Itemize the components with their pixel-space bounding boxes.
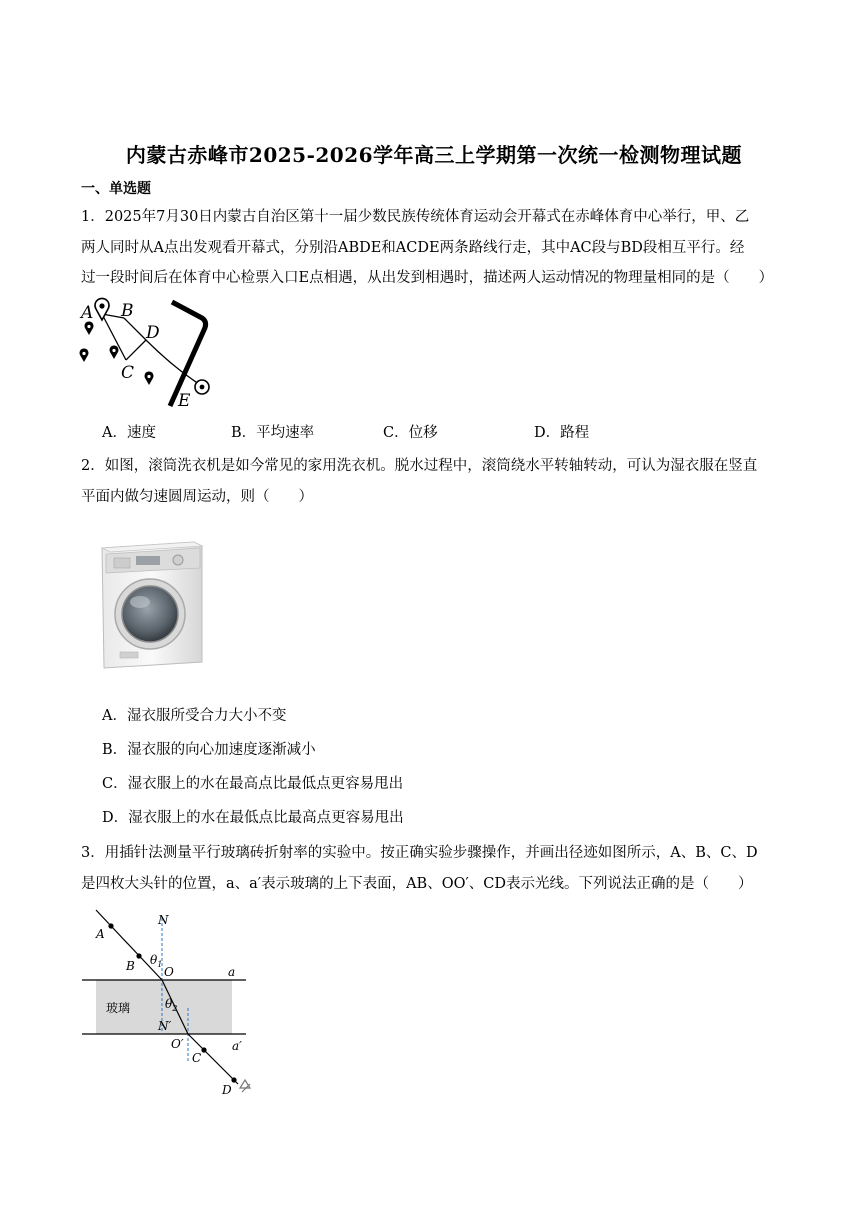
map-pin-icon [80,348,89,362]
map-pin-icon [85,321,94,335]
pin-d [231,1077,236,1082]
pin-c [201,1047,206,1052]
page-title: 内蒙古赤峰市2025-2026学年高三上学期第一次统一检测物理试题 [125,143,743,167]
option-d: D．路程 [534,425,590,441]
label-b-pin: B [126,959,135,973]
label-glass: 玻璃 [106,1001,131,1015]
option-c: C．位移 [383,425,438,441]
question-1-line: 两人同时从A点出发观看开幕式，分别沿ABDE和ACDE两条路线行走，其中AC段与BD段相互平行。经 [81,239,745,256]
pin-b [136,953,141,958]
label-n: N [158,913,169,927]
point-label-c: C [121,363,135,383]
question-1-line: 1．2025年7月30日内蒙古自治区第十一届少数民族传统体育运动会开幕式在赤峰体育中心举行，甲、乙 [81,209,750,225]
map-pin-icon [145,371,154,385]
map-pin-icon [110,345,119,359]
label-d-pin: D [222,1083,232,1097]
question-1-figure [74,296,224,412]
option-b: B．湿衣服的向心加速度逐渐减小 [102,742,316,758]
label-theta1: $\theta_1$ [150,953,163,969]
route-segment-cd [126,340,146,360]
label-n-prime: N′ [158,1019,172,1033]
option-a: A．湿衣服所受合力大小不变 [102,708,287,724]
label-surface-a: a [228,965,236,979]
label-surface-a-prime: a′ [232,1039,242,1053]
point-label-d: D [146,323,160,343]
option-c: C．湿衣服上的水在最高点比最低点更容易甩出 [102,776,404,792]
target-marker-icon [195,380,209,394]
point-label-e: E [178,391,191,411]
question-3-text [81,838,793,899]
label-o-prime: O′ [171,1037,184,1051]
label-a-pin: A [96,927,105,941]
question-1-text [81,202,793,294]
question-1-line: 过一段时间后在体育中心检票入口E点相遇，从出发到相遇时，描述两人运动情况的物理量相同的是（ ） [81,270,774,286]
section-heading: 一、单选题 [81,181,151,197]
label-theta2: $\theta_2$ [165,997,178,1013]
washing-machine-image [96,540,208,670]
point-label-a: A [81,303,94,323]
option-d: D．湿衣服上的水在最低点比最高点更容易甩出 [102,810,404,826]
option-b: B．平均速率 [231,425,315,441]
question-2-line: 平面内做匀速圆周运动，则（ ） [81,488,313,505]
question-3-line: 是四枚大头针的位置，a、a′表示玻璃的上下表面，AB、OO′、CD表示光线。下列说法正确的是（ ） [81,875,753,892]
route-segment-de [146,340,202,386]
label-o: O [164,965,174,979]
question-2-text [81,451,793,512]
question-3-figure [78,904,258,1102]
observer-eye-icon [240,1080,250,1092]
question-2-line: 2．如图，滚筒洗衣机是如今常见的家用洗衣机。脱水过程中，滚筒绕水平转轴转动，可认为湿衣服在竖直 [81,458,758,474]
option-a: A．速度 [102,425,156,441]
route-segment-bd [124,318,146,340]
point-label-b: B [121,301,134,321]
pin-a [108,923,113,928]
label-c-pin: C [192,1051,202,1065]
question-3-line: 3．用插针法测量平行玻璃砖折射率的实验中。按正确实验步骤操作，并画出径迹如图所示，A、B、C、D [81,845,758,861]
location-marker-icon [95,298,109,320]
